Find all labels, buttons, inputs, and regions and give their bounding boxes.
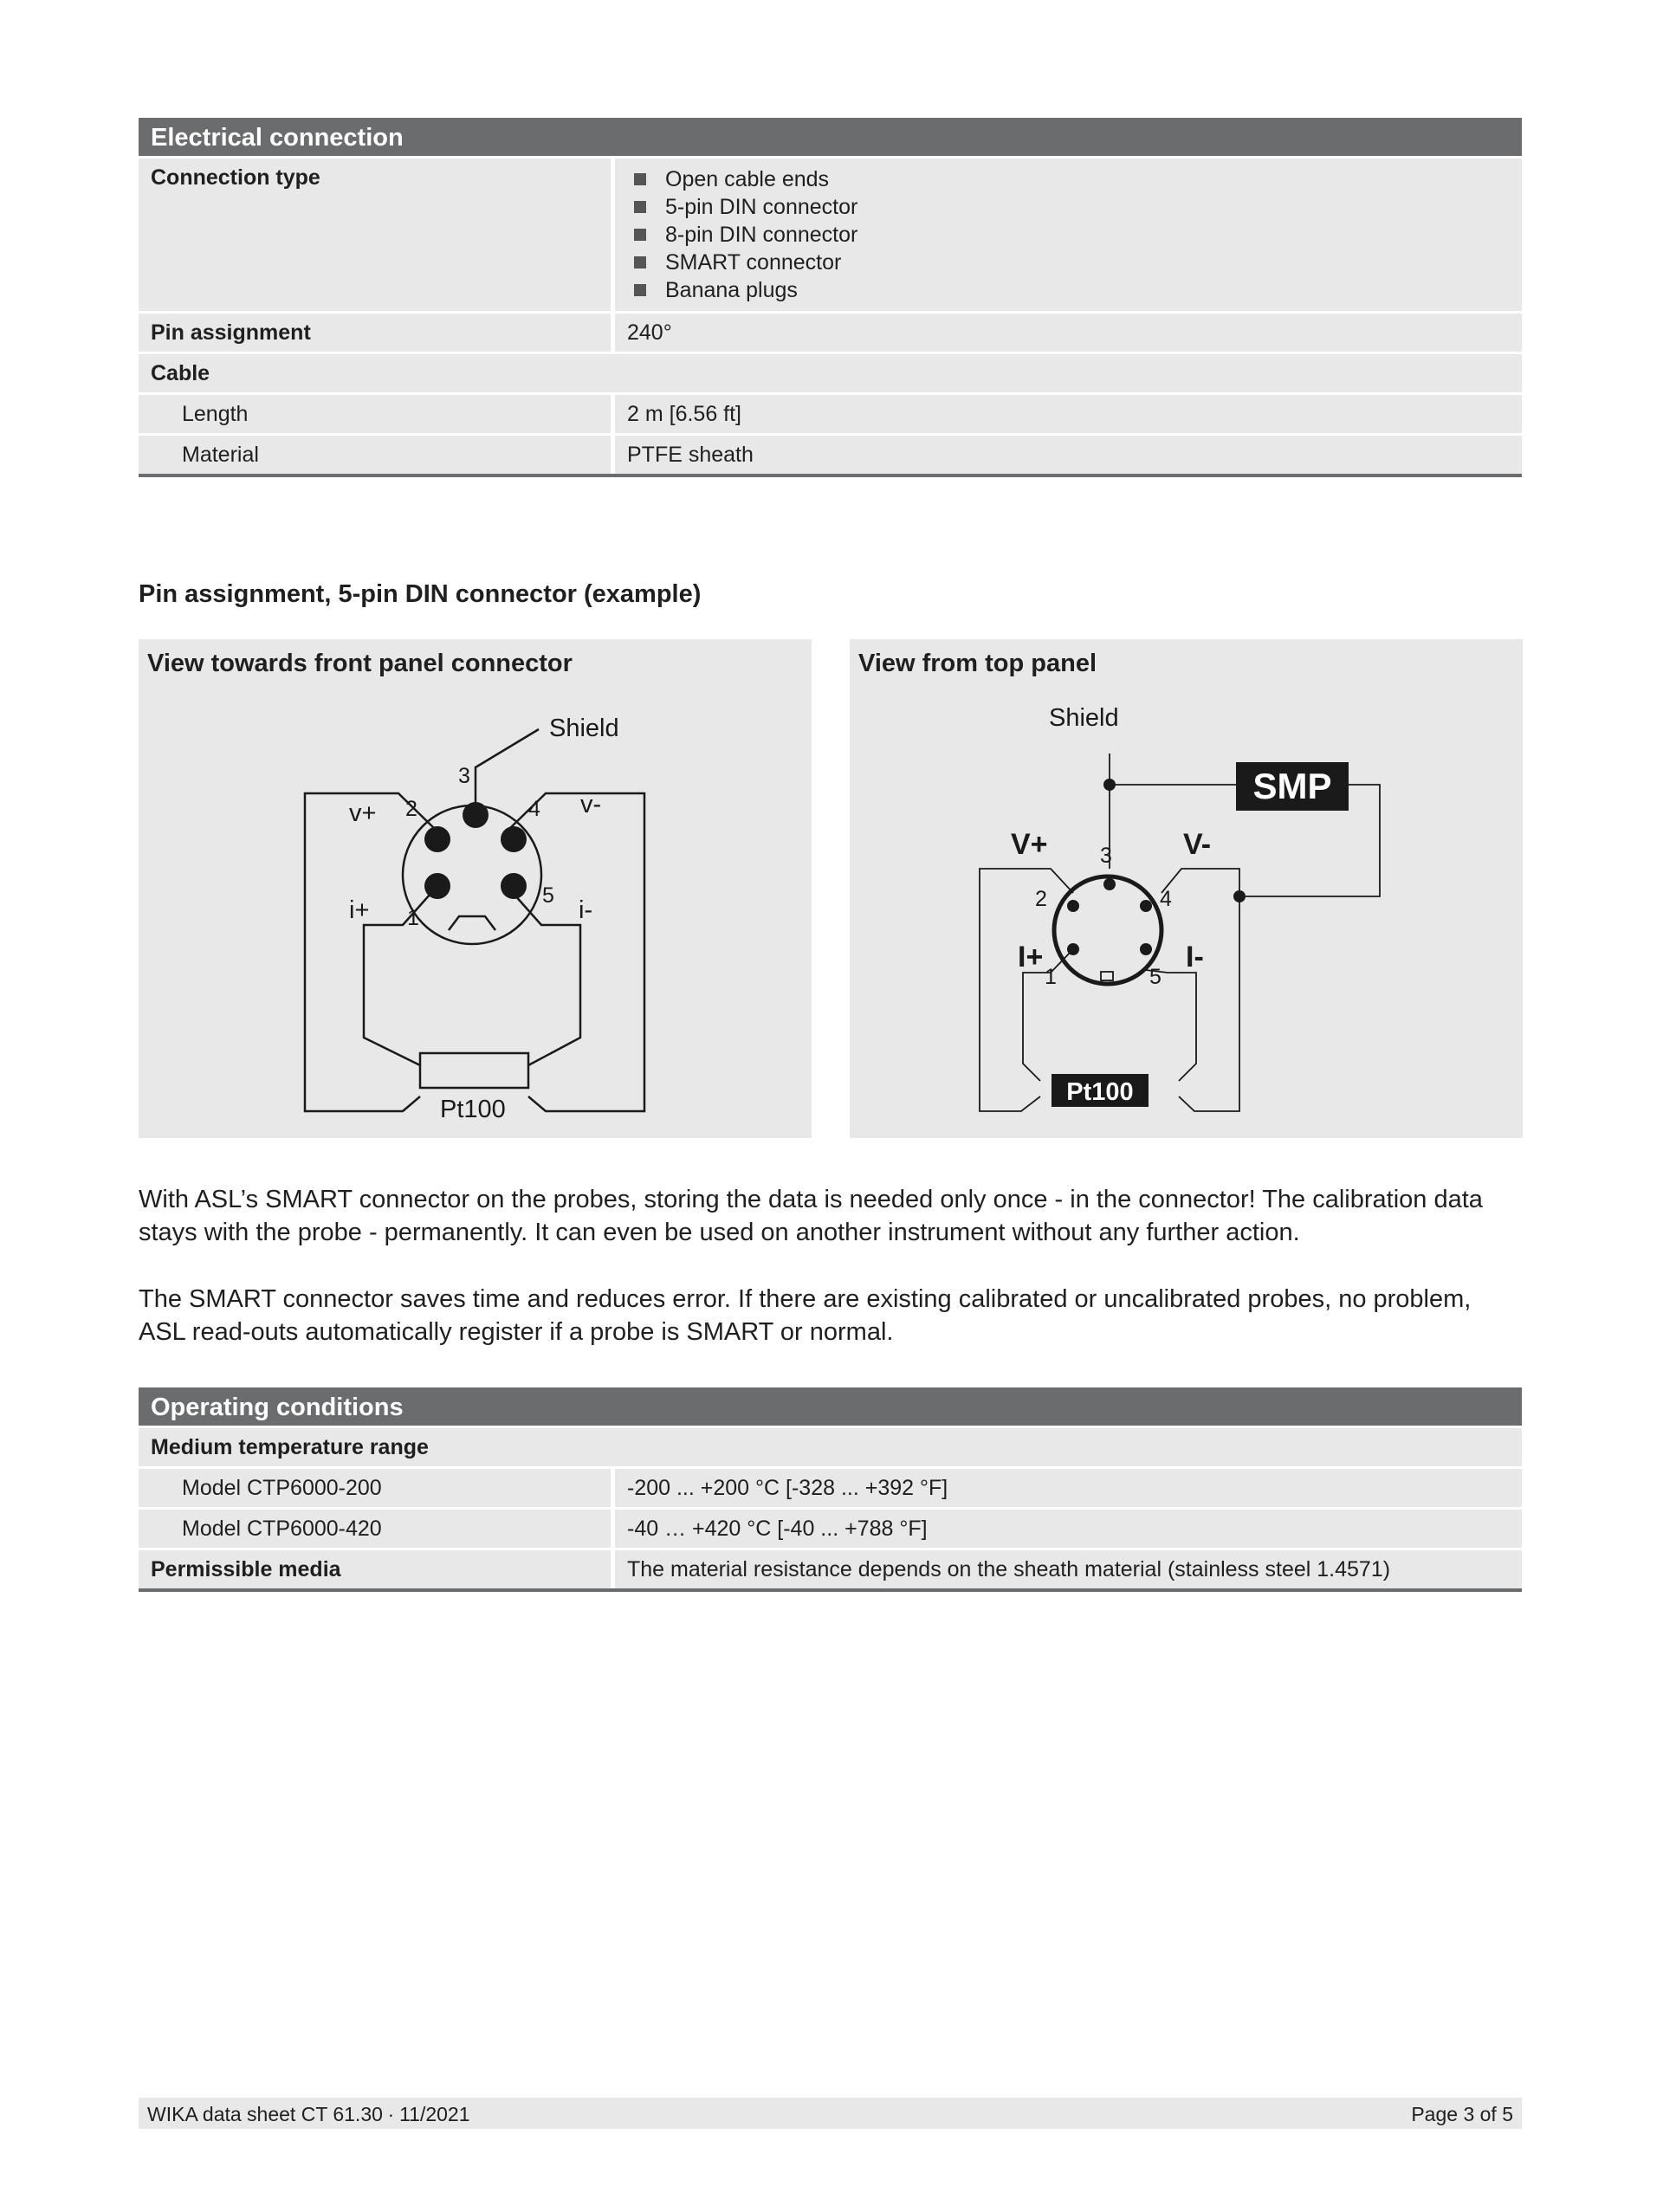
front-pin-3-label: 3	[458, 764, 470, 788]
shield-wire	[476, 729, 539, 805]
pin-3-dot	[1103, 878, 1116, 890]
list-item: SMART connector	[627, 249, 1510, 276]
v-minus-wire	[1179, 896, 1239, 1111]
top-pin-3-label: 3	[1100, 844, 1112, 868]
table-row	[139, 1469, 1522, 1507]
cable-label: Cable	[139, 354, 1522, 392]
front-i-minus-label: i-	[579, 896, 593, 924]
smart-connector-paragraph-2: The SMART connector saves time and reduces error. If there are existing calibrated or uncalibrated probes, no problem, ASL read-outs automatically register if a probe is SMART or normal.	[139, 1285, 1472, 1346]
pin-assignment-label: Pin assignment	[139, 314, 611, 352]
top-i-minus-label: I-	[1186, 941, 1204, 973]
table-row	[139, 1428, 1522, 1466]
permissible-media-value: The material resistance depends on the sheath material (stainless steel 1.4571)	[615, 1550, 1522, 1588]
front-pin-5-label: 5	[542, 883, 554, 908]
front-v-plus-label: v+	[349, 799, 377, 827]
table-row	[139, 354, 1522, 392]
list-item: Banana plugs	[627, 276, 1510, 304]
connection-type-label: Connection type	[139, 158, 611, 311]
page-footer	[139, 2098, 1522, 2129]
top-i-plus-label: I+	[1018, 941, 1044, 973]
model-200-label: Model CTP6000-200	[139, 1469, 611, 1507]
top-panel-svg	[850, 639, 1523, 1138]
pin-4-dot	[501, 826, 527, 852]
front-i-plus-label: i+	[349, 896, 370, 924]
table-row	[139, 314, 1522, 352]
material-value: PTFE sheath	[615, 436, 1522, 474]
smp-label: SMP	[1252, 766, 1332, 806]
front-shield-label: Shield	[549, 715, 619, 742]
model-200-value: -200 ... +200 °C [-328 ... +392 °F]	[615, 1469, 1522, 1507]
top-pin-2-label: 2	[1035, 887, 1047, 911]
din-connector-outline	[1054, 876, 1162, 984]
top-panel-diagram	[850, 639, 1523, 1138]
footer-datasheet-ref: WIKA data sheet CT 61.30 ∙ 11/2021	[147, 2103, 470, 2125]
top-pin-4-label: 4	[1160, 887, 1172, 911]
smp-junction-dot	[1233, 890, 1246, 902]
length-value: 2 m [6.56 ft]	[615, 395, 1522, 433]
footer-page-number: Page 3 of 5	[1411, 2103, 1513, 2125]
connection-type-value	[615, 158, 1522, 311]
square-bullet-icon	[634, 256, 646, 268]
top-v-minus-label: V-	[1183, 828, 1212, 861]
front-pin-1-label: 1	[407, 906, 419, 930]
top-pt100-label: Pt100	[1066, 1078, 1134, 1106]
medium-temp-label: Medium temperature range	[139, 1428, 1522, 1466]
smart-connector-paragraph-1: With ASL’s SMART connector on the probes, storing the data is needed only once - in the connector! The calibration data stays with the probe - permanently. It can even be used on another instrument without any further action.	[139, 1186, 1483, 1246]
square-bullet-icon	[634, 173, 646, 185]
connector-key-notch	[449, 916, 495, 930]
square-bullet-icon	[634, 284, 646, 296]
top-pin-1-label: 1	[1045, 965, 1057, 989]
permissible-media-label: Permissible media	[139, 1550, 611, 1588]
table-row	[139, 395, 1522, 433]
electrical-connection-header: Electrical connection	[139, 118, 1522, 156]
table-row	[139, 1550, 1522, 1588]
front-pin-2-label: 2	[405, 797, 417, 821]
list-item: 8-pin DIN connector	[627, 221, 1510, 249]
pin-3-dot	[463, 802, 489, 828]
top-shield-label: Shield	[1049, 704, 1119, 732]
connector-key-notch	[1101, 972, 1113, 980]
front-v-minus-label: v-	[580, 791, 602, 818]
model-420-label: Model CTP6000-420	[139, 1510, 611, 1548]
table-row	[139, 436, 1522, 474]
front-panel-diagram	[139, 639, 812, 1138]
material-label: Material	[139, 436, 611, 474]
front-pin-4-label: 4	[528, 797, 540, 821]
table-row	[139, 158, 1522, 311]
front-panel-svg	[139, 639, 812, 1138]
shield-junction-dot	[1103, 779, 1116, 791]
list-item: Open cable ends	[627, 165, 1510, 193]
table-row	[139, 1510, 1522, 1548]
pin-1-dot	[1067, 943, 1079, 955]
model-420-value: -40 … +420 °C [-40 ... +788 °F]	[615, 1510, 1522, 1548]
square-bullet-icon	[634, 229, 646, 241]
pin-4-dot	[1140, 900, 1152, 912]
electrical-connection-table	[139, 118, 1522, 477]
operating-conditions-table	[139, 1387, 1522, 1592]
pin-2-dot	[1067, 900, 1079, 912]
i-plus-wire	[364, 886, 437, 1065]
list-item: 5-pin DIN connector	[627, 193, 1510, 221]
top-pin-5-label: 5	[1149, 965, 1162, 989]
length-label: Length	[139, 395, 611, 433]
i-minus-wire	[507, 886, 580, 1065]
pin-4-wire	[1162, 869, 1239, 896]
pin-2-dot	[424, 826, 450, 852]
front-panel-title: View towards front panel connector	[147, 650, 573, 677]
square-bullet-icon	[634, 201, 646, 213]
connection-type-list	[627, 165, 1510, 304]
pin-5-dot	[1140, 943, 1152, 955]
pin-1-dot	[424, 873, 450, 899]
top-panel-title: View from top panel	[858, 650, 1097, 677]
pt100-resistor	[420, 1053, 528, 1088]
pin-assignment-title: Pin assignment, 5-pin DIN connector (example)	[139, 580, 702, 608]
top-v-plus-label: V+	[1011, 828, 1048, 861]
front-pt100-label: Pt100	[440, 1096, 506, 1123]
pin-assignment-value: 240°	[615, 314, 1522, 352]
pin-5-dot	[501, 873, 527, 899]
operating-conditions-header: Operating conditions	[139, 1387, 1522, 1426]
